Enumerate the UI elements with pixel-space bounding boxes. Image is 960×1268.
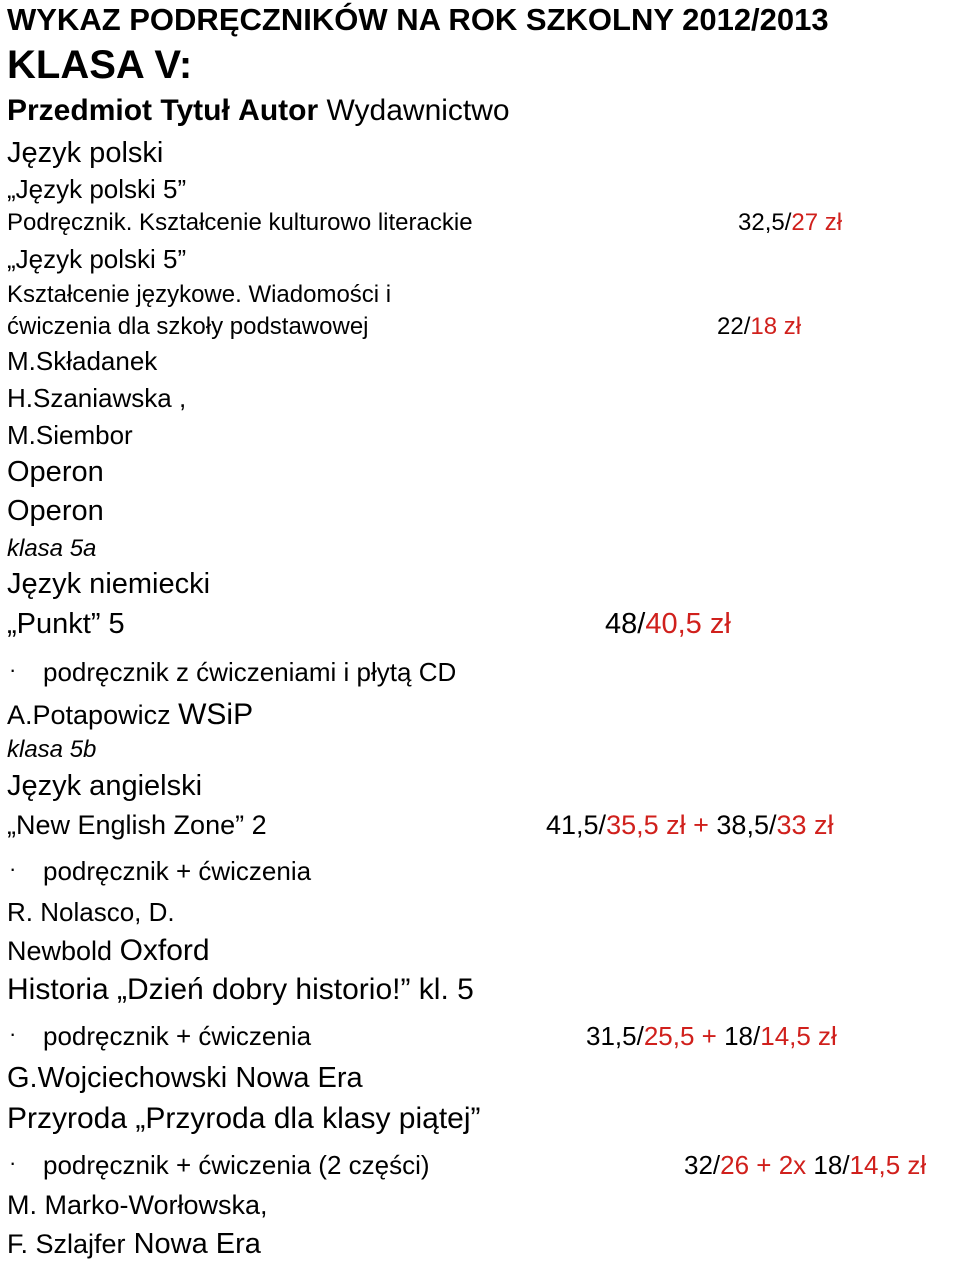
nature-author-publisher: F. Szlajfer Nowa Era bbox=[7, 1228, 261, 1260]
column-publisher: Wydawnictwo bbox=[326, 94, 510, 127]
column-author: Autor bbox=[238, 94, 319, 127]
polish-author-1: M.Składanek bbox=[7, 346, 158, 376]
history-author-publisher: G.Wojciechowski Nowa Era bbox=[7, 1062, 363, 1094]
polish-title-2: „Język polski 5” bbox=[7, 244, 187, 274]
german-author-publisher: A.Potapowicz WSiP bbox=[7, 698, 254, 731]
polish-title-1: „Język polski 5” bbox=[7, 174, 187, 204]
column-subject: Przedmiot bbox=[7, 94, 153, 127]
polish-desc-1: Podręcznik. Kształcenie kulturowo literackie bbox=[7, 209, 473, 236]
class-label-5b: klasa 5b bbox=[7, 736, 97, 763]
english-title: „New English Zone” 2 bbox=[7, 810, 267, 840]
bullet-icon: · bbox=[9, 1150, 17, 1175]
polish-price-1: 32,5/27 zł bbox=[738, 209, 843, 236]
subject-german: Język niemiecki bbox=[7, 568, 211, 600]
english-price: 41,5/35,5 zł + 38,5/33 zł bbox=[546, 810, 834, 840]
polish-desc-2b: ćwiczenia dla szkoły podstawowej bbox=[7, 313, 369, 340]
subject-english: Język angielski bbox=[7, 770, 203, 802]
polish-publisher-1: Operon bbox=[7, 456, 104, 488]
english-author-publisher: Newbold Oxford bbox=[7, 934, 210, 967]
document-title: WYKAZ PODRĘCZNIKÓW NA ROK SZKOLNY 2012/2013 bbox=[7, 2, 829, 37]
nature-bullet: podręcznik + ćwiczenia (2 części) bbox=[43, 1150, 430, 1180]
german-title: „Punkt” 5 bbox=[7, 608, 125, 640]
history-price: 31,5/25,5 + 18/14,5 zł bbox=[586, 1021, 837, 1051]
class-heading: KLASA V: bbox=[7, 43, 193, 87]
column-title: Tytuł bbox=[160, 94, 230, 127]
history-line: Historia „Dzień dobry historio!” kl. 5 bbox=[7, 973, 474, 1006]
polish-desc-2a: Kształcenie językowe. Wiadomości i bbox=[7, 281, 392, 308]
polish-author-3: M.Siembor bbox=[7, 420, 133, 450]
english-bullet: podręcznik + ćwiczenia bbox=[43, 856, 312, 886]
history-bullet: podręcznik + ćwiczenia bbox=[43, 1021, 312, 1051]
class-label-5a: klasa 5a bbox=[7, 535, 97, 562]
polish-price-2: 22/18 zł bbox=[717, 313, 802, 340]
english-author-1: R. Nolasco, D. bbox=[7, 897, 175, 927]
nature-price: 32/26 + 2x 18/14,5 zł bbox=[684, 1150, 927, 1180]
bullet-icon: · bbox=[9, 1021, 17, 1046]
subject-polish: Język polski bbox=[7, 137, 164, 169]
bullet-icon: · bbox=[9, 657, 17, 682]
german-price: 48/40,5 zł bbox=[605, 608, 731, 640]
polish-publisher-2: Operon bbox=[7, 495, 104, 527]
column-headers bbox=[7, 96, 510, 126]
german-bullet: podręcznik z ćwiczeniami i płytą CD bbox=[43, 657, 457, 687]
nature-line: Przyroda „Przyroda dla klasy piątej” bbox=[7, 1102, 481, 1135]
nature-author-1: M. Marko-Worłowska, bbox=[7, 1190, 268, 1220]
polish-author-2: H.Szaniawska , bbox=[7, 383, 187, 413]
bullet-icon: · bbox=[9, 856, 17, 881]
